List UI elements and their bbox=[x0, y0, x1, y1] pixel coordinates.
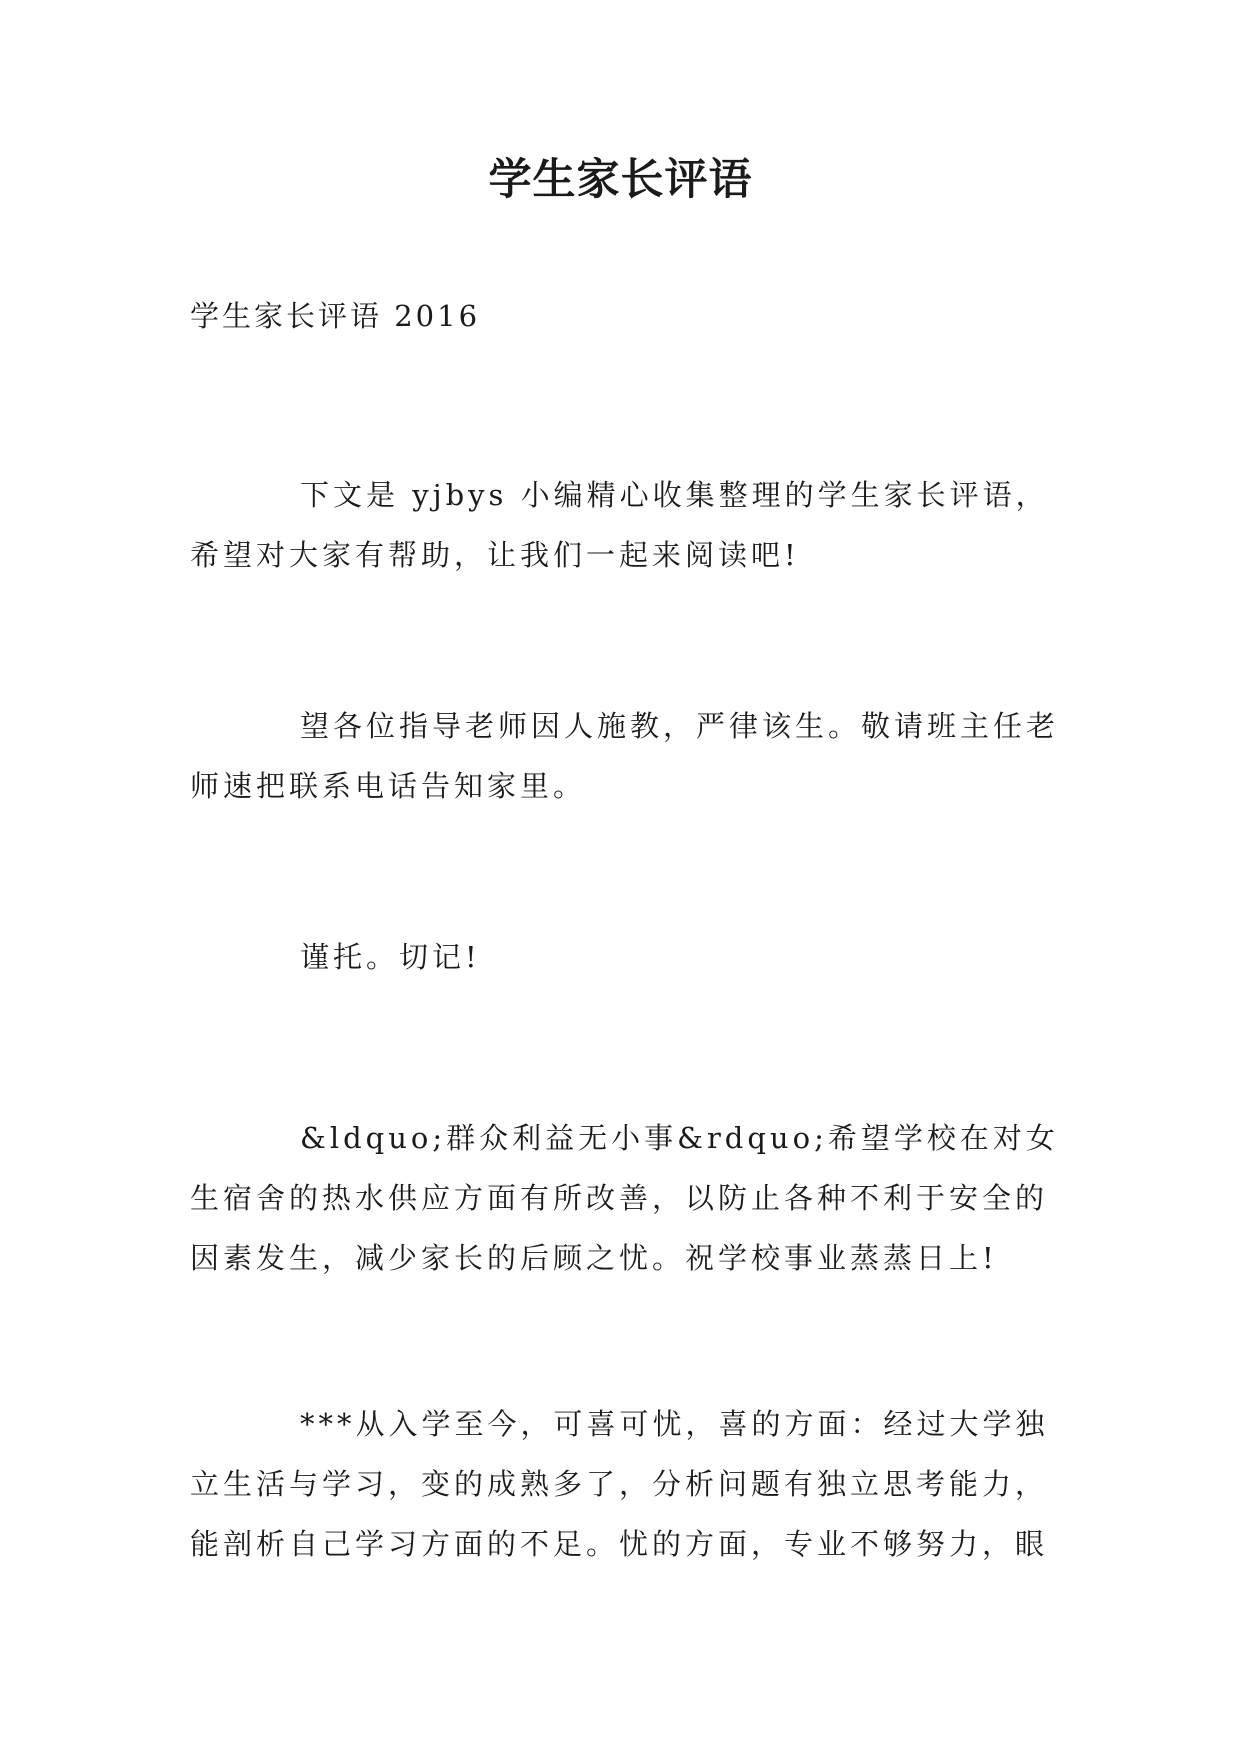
paragraph-entrust: 谨托。切记! bbox=[300, 940, 481, 974]
paragraph-school-wish: &ldquo;群众利益无小事&rdquo;希望学校在对女生宿舍的热水供应方面有所改善，以防止各种不利于安全的因素发生，减少家长的后顾之忧。祝学校事业蒸蒸日上! bbox=[190, 1121, 1059, 1275]
paragraph-intro: 下文是 yjbys 小编精心收集整理的学生家长评语，希望对大家有帮助，让我们一起来阅读吧! bbox=[190, 478, 1049, 572]
document-title: 学生家长评语 bbox=[488, 155, 753, 205]
paragraph-evaluation: ***从入学至今，可喜可忧，喜的方面：经过大学独立生活与学习，变的成熟多了，分析问题有独立思考能力，能剖析自己学习方面的不足。忧的方面，专业不够努力，眼 bbox=[190, 1407, 1049, 1561]
paragraph-request: 望各位指导老师因人施教，严律该生。敬请班主任老师速把联系电话告知家里。 bbox=[190, 709, 1060, 803]
document-subtitle: 学生家长评语 2016 bbox=[190, 299, 481, 333]
